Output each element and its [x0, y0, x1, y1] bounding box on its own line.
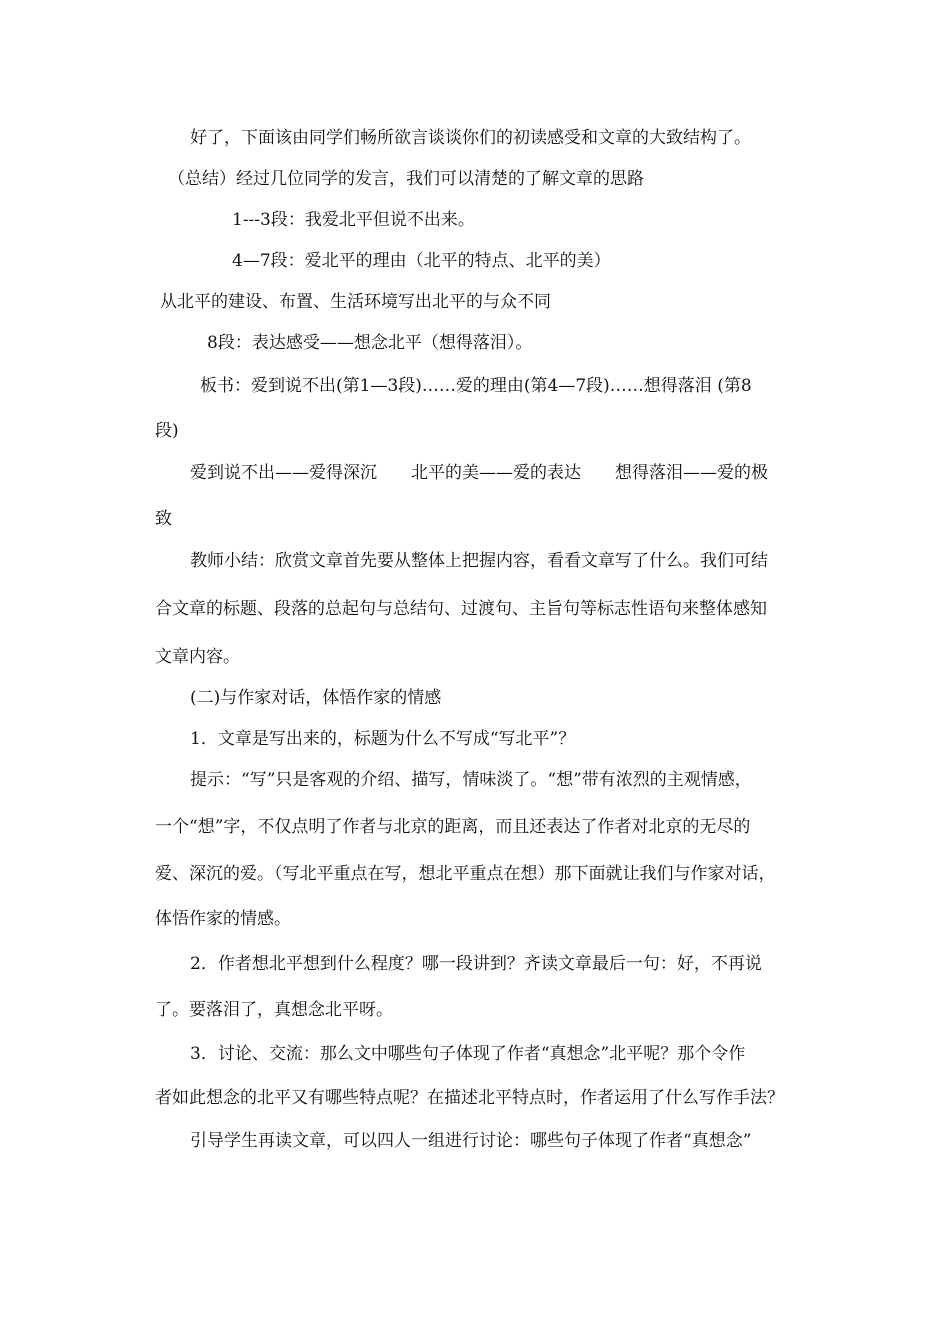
paragraph-line: 一个“想”字，不仅点明了作者与北京的距离，而且还表达了作者对北京的无尽的 [155, 817, 751, 837]
paragraph-line: 板书：爱到说不出(第1—3段)……爱的理由(第4—7段)……想得落泪 (第8 [200, 376, 752, 396]
question-line: 3．讨论、交流：那么文中哪些句子体现了作者“真想念”北平呢？那个令作 [190, 1044, 746, 1064]
paragraph-line: 者如此想念的北平又有哪些特点呢？在描述北平特点时，作者运用了什么写作手法？ [155, 1088, 784, 1108]
paragraph-line: 4—7段：爱北平的理由（北平的特点、北平的美） [232, 251, 611, 271]
paragraph-line: 好了，下面该由同学们畅所欲言谈谈你们的初读感受和文章的大致结构了。 [190, 128, 751, 148]
paragraph-line: 从北平的建设、布置、生活环境写出北平的与众不同 [160, 292, 551, 312]
paragraph-line: 教师小结：欣赏文章首先要从整体上把握内容，看看文章写了什么。我们可结 [190, 551, 768, 571]
paragraph-line: 1---3段：我爱北平但说不出来。 [232, 210, 475, 230]
question-line: 2．作者想北平想到什么程度？哪一段讲到？齐读文章最后一句：好，不再说 [190, 954, 762, 974]
paragraph-line: 爱、深沉的爱。（写北平重点在写，想北平重点在想）那下面就让我们与作家对话， [155, 864, 776, 884]
section-heading: (二)与作家对话，体悟作家的情感 [190, 688, 442, 708]
paragraph-line: 段) [155, 421, 179, 441]
question-line: 1．文章是写出来的，标题为什么不写成“写北平”？ [190, 729, 576, 749]
paragraph-line: 8段：表达感受——想念北平（想得落泪）。 [207, 333, 533, 353]
paragraph-line: 了。要落泪了，真想念北平呀。 [155, 1000, 393, 1020]
paragraph-line: 合文章的标题、段落的总起句与总结句、过渡句、主旨句等标志性语句来整体感知 [155, 599, 767, 619]
paragraph-line: 体悟作家的情感。 [155, 909, 291, 929]
paragraph-line: （总结）经过几位同学的发言，我们可以清楚的了解文章的思路 [168, 169, 644, 189]
paragraph-line: 文章内容。 [155, 647, 240, 667]
paragraph-line: 致 [155, 509, 172, 529]
paragraph-line: 提示：“写”只是客观的介绍、描写，情味淡了。“想”带有浓烈的主观情感， [190, 770, 752, 790]
paragraph-line: 爱到说不出——爱得深沉 北平的美——爱的表达 想得落泪——爱的极 [190, 463, 768, 483]
paragraph-line: 引导学生再读文章，可以四人一组进行讨论：哪些句子体现了作者“真想念” [190, 1131, 752, 1151]
